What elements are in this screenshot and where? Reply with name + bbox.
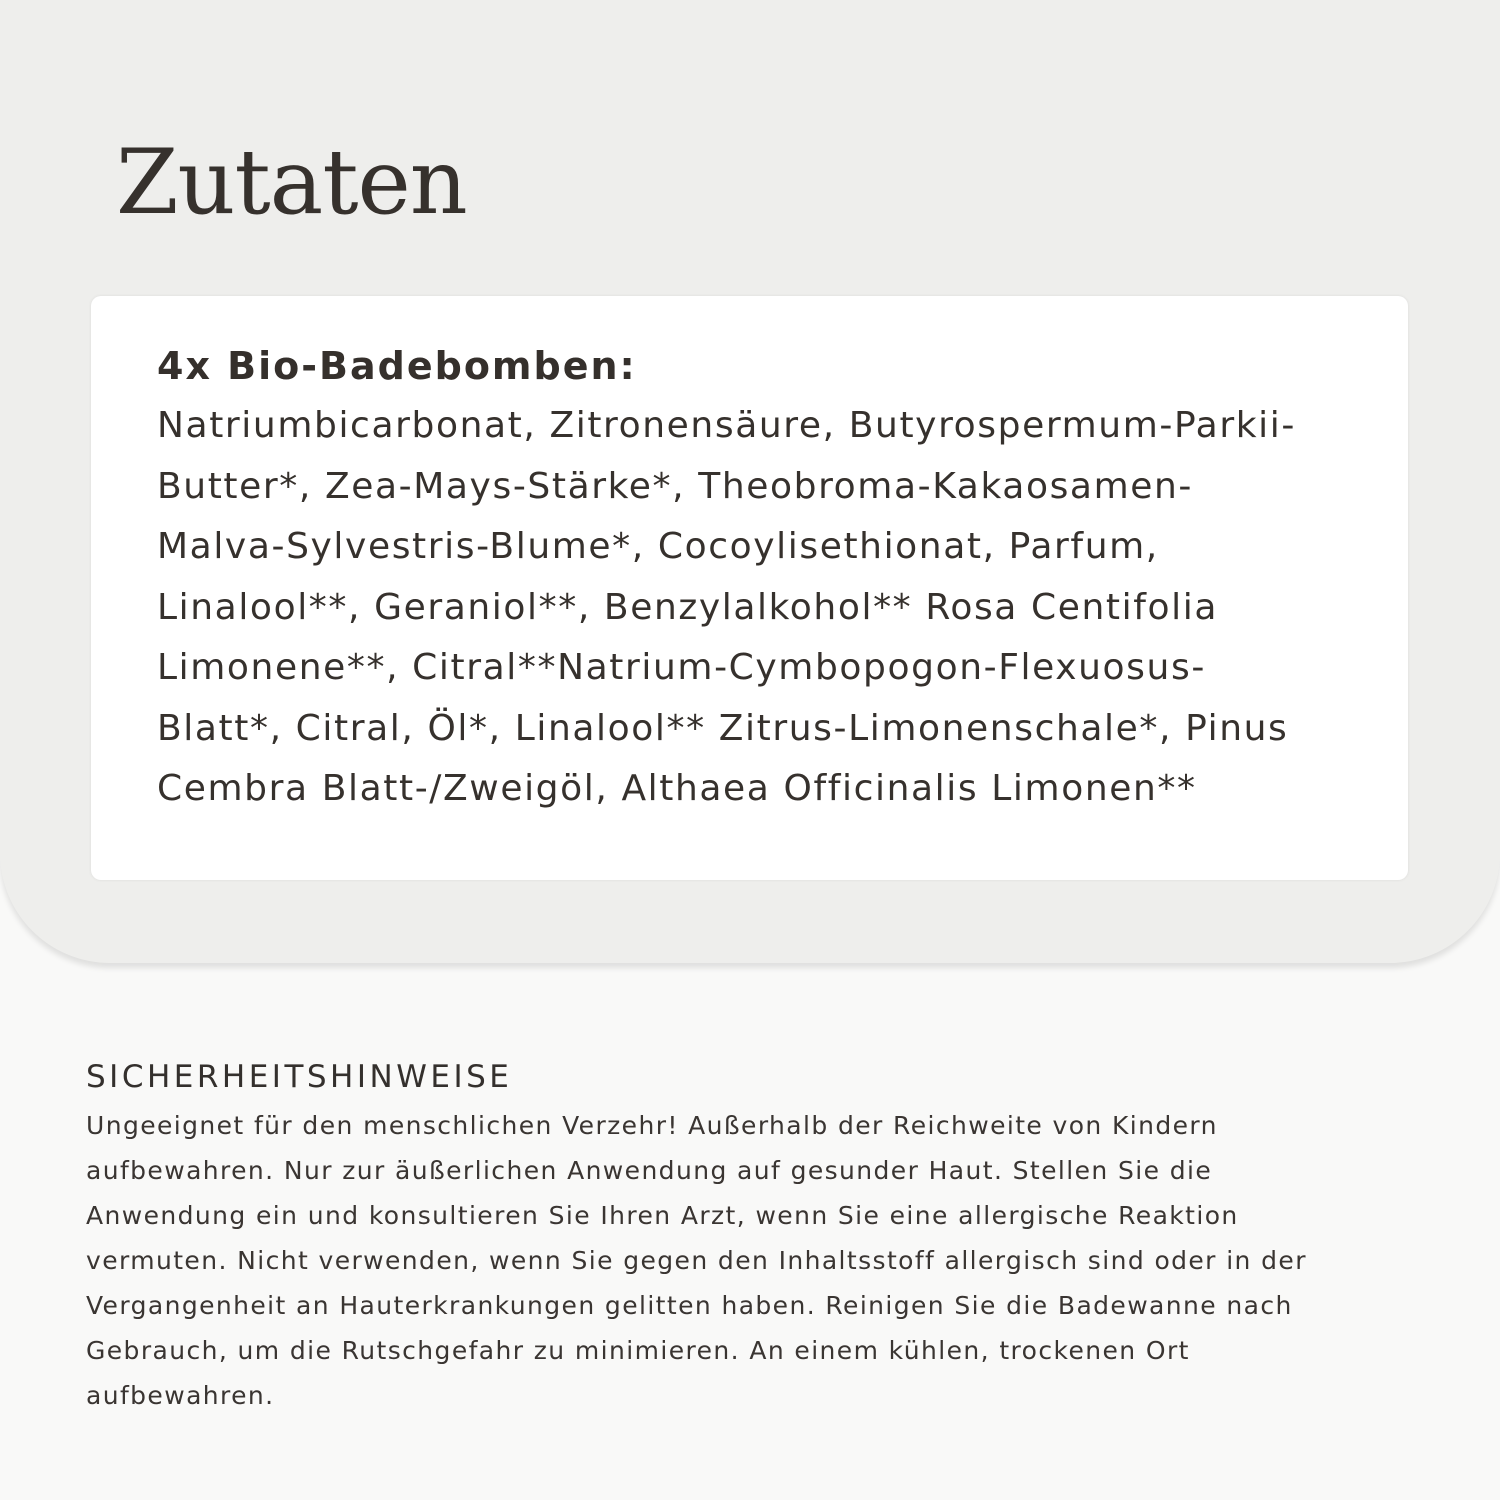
safety-line: aufbewahren. <box>86 1381 275 1410</box>
ingredients-list <box>157 396 1296 820</box>
safety-line: aufbewahren. Nur zur äußerlichen Anwendung auf gesunder Haut. Stellen Sie die <box>86 1156 1213 1185</box>
ingredients-line: Linalool**, Geraniol**, Benzylalkohol** Rosa Centifolia <box>157 586 1218 628</box>
safety-line: Vergangenheit an Hauterkrankungen gelitten haben. Reinigen Sie die Badewanne nach <box>86 1291 1293 1320</box>
ingredients-line: Cembra Blatt-/Zweigöl, Althaea Officinalis Limonen** <box>157 768 1197 809</box>
ingredients-line: Butter*, Zea-Mays-Stärke*, Theobroma-Kakaosamen- <box>157 465 1194 507</box>
safety-line: vermuten. Nicht verwenden, wenn Sie gegen den Inhaltsstoff allergisch sind oder in der <box>86 1246 1307 1275</box>
safety-line: Gebrauch, um die Rutschgefahr zu minimieren. An einem kühlen, trockenen Ort <box>86 1336 1190 1365</box>
ingredients-line: Natriumbicarbonat, Zitronensäure, Butyrospermum-Parkii- <box>157 405 1296 446</box>
safety-title: SICHERHEITSHINWEISE <box>86 1059 513 1095</box>
safety-line: Ungeeignet für den menschlichen Verzehr! Außerhalb der Reichweite von Kindern <box>86 1111 1218 1140</box>
ingredients-line: Malva-Sylvestris-Blume*, Cocoylisethionat, Parfum, <box>157 526 1159 567</box>
safety-line: Anwendung ein und konsultieren Sie Ihren Arzt, wenn Sie eine allergische Reaktion <box>86 1201 1239 1230</box>
ingredients-card <box>91 296 1408 880</box>
ingredients-line: Blatt*, Citral, Öl*, Linalool** Zitrus-Limonenschale*, Pinus <box>157 707 1289 749</box>
safety-text <box>86 1103 1307 1418</box>
ingredients-line: Limonene**, Citral**Natrium-Cymbopogon-Flexuosus- <box>157 647 1206 688</box>
ingredients-heading: 4x Bio-Badebomben: <box>157 344 637 388</box>
page-title: Zutaten <box>116 130 467 235</box>
